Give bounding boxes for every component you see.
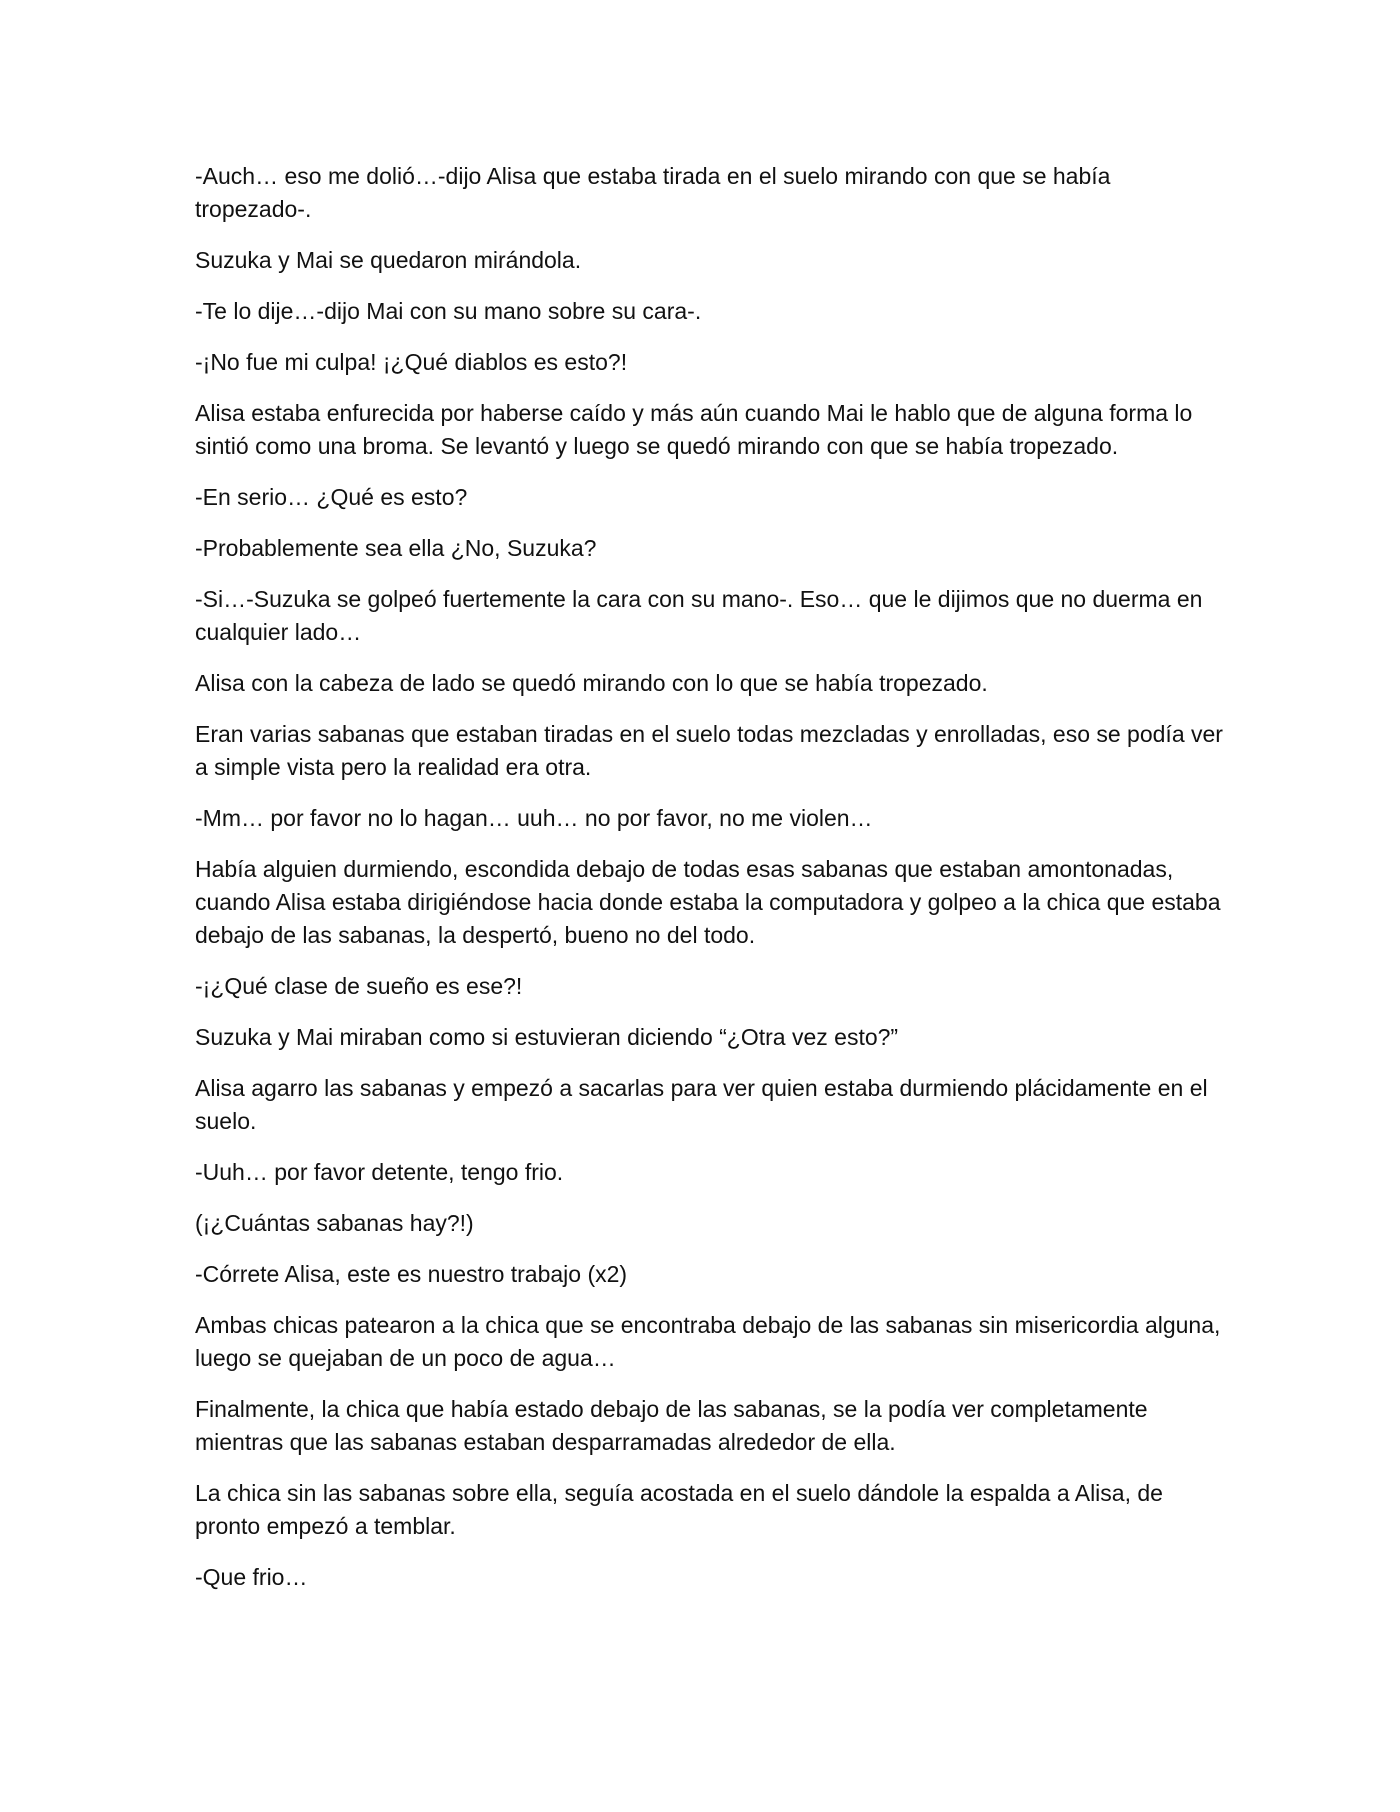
paragraph: -Probablemente sea ella ¿No, Suzuka? bbox=[195, 535, 597, 561]
paragraph: Eran varias sabanas que estaban tiradas en el suelo todas mezcladas y enrolladas, eso se podía ver a simple vista pero la realidad era otra. bbox=[195, 721, 1223, 780]
paragraph: Ambas chicas patearon a la chica que se encontraba debajo de las sabanas sin misericordia alguna, luego se quejaban de un poco de agua… bbox=[195, 1312, 1221, 1371]
paragraph: Finalmente, la chica que había estado debajo de las sabanas, se la podía ver completamente mientras que las sabanas estaban desparramadas alrededor de ella. bbox=[195, 1396, 1148, 1455]
paragraph: (¡¿Cuántas sabanas hay?!) bbox=[195, 1210, 474, 1236]
paragraph: -Te lo dije…-dijo Mai con su mano sobre su cara-. bbox=[195, 298, 702, 324]
paragraph: -Si…-Suzuka se golpeó fuertemente la cara con su mano-. Eso… que le dijimos que no duerma en cualquier lado… bbox=[195, 586, 1203, 645]
paragraph: Alisa con la cabeza de lado se quedó mirando con lo que se había tropezado. bbox=[195, 670, 988, 696]
paragraph: -En serio… ¿Qué es esto? bbox=[195, 484, 468, 510]
paragraph: Alisa agarro las sabanas y empezó a sacarlas para ver quien estaba durmiendo plácidamente en el suelo. bbox=[195, 1075, 1208, 1134]
paragraph: -Uuh… por favor detente, tengo frio. bbox=[195, 1159, 564, 1185]
paragraph: Alisa estaba enfurecida por haberse caído y más aún cuando Mai le hablo que de alguna forma lo sintió como una broma. Se levantó y luego se quedó mirando con que se había tropezado. bbox=[195, 400, 1193, 459]
paragraph: Suzuka y Mai miraban como si estuvieran diciendo “¿Otra vez esto?” bbox=[195, 1024, 899, 1050]
paragraph: -¡No fue mi culpa! ¡¿Qué diablos es esto?! bbox=[195, 349, 628, 375]
paragraph: -Que frio… bbox=[195, 1564, 308, 1590]
paragraph: -¡¿Qué clase de sueño es ese?! bbox=[195, 973, 523, 999]
paragraph: Suzuka y Mai se quedaron mirándola. bbox=[195, 247, 582, 273]
paragraph: La chica sin las sabanas sobre ella, seguía acostada en el suelo dándole la espalda a Alisa, de pronto empezó a temblar. bbox=[195, 1480, 1163, 1539]
paragraph: -Mm… por favor no lo hagan… uuh… no por favor, no me violen… bbox=[195, 805, 873, 831]
paragraph: -Córrete Alisa, este es nuestro trabajo (x2) bbox=[195, 1261, 628, 1287]
document-body bbox=[195, 160, 1225, 1612]
paragraph: Había alguien durmiendo, escondida debajo de todas esas sabanas que estaban amontonadas, cuando Alisa estaba dirigiéndose hacia donde estaba la computadora y golpeo a la chica que estaba debajo de las sabanas, la despertó, bueno no del todo. bbox=[195, 856, 1221, 948]
paragraph: -Auch… eso me dolió…-dijo Alisa que estaba tirada en el suelo mirando con que se había tropezado-. bbox=[195, 163, 1111, 222]
